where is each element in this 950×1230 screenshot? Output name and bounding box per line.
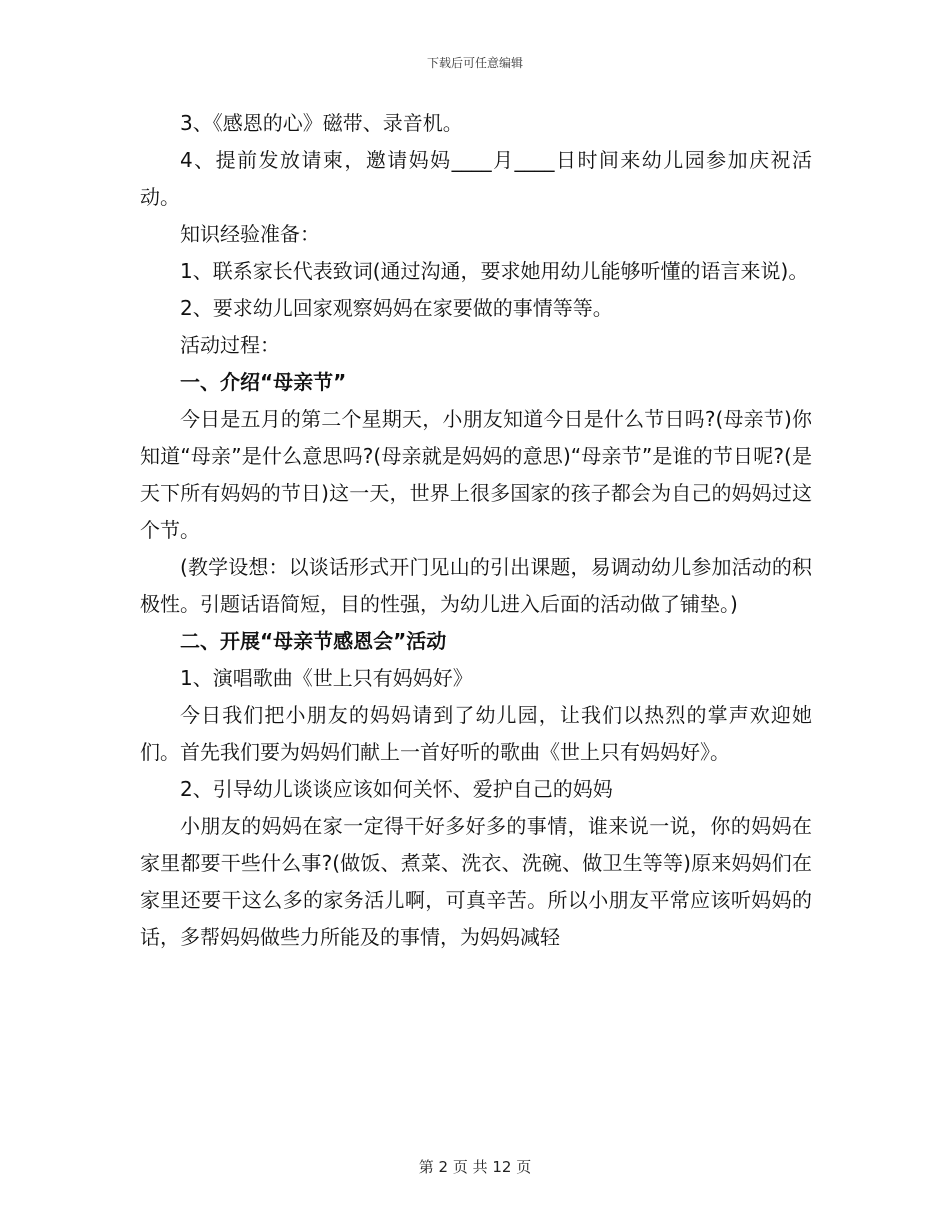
paragraph-process-heading: 活动过程： [180, 333, 280, 357]
paragraph-materials-3: 3、《感恩的心》磁带、录音机。 [180, 111, 463, 135]
paragraph-materials-4: 4、提前发放请柬，邀请妈妈____月____日时间来幼儿园参加庆祝活动。 [140, 148, 812, 209]
page-footer: 第 2 页 共 12 页 [418, 1158, 532, 1176]
paragraph-song: 今日我们把小朋友的妈妈请到了幼儿园，让我们以热烈的掌声欢迎她们。首先我们要为妈妈们献上一首好听的歌曲《世上只有妈妈好》。 [140, 703, 812, 764]
paragraph-knowledge-2: 2、要求幼儿回家观察妈妈在家要做的事情等等。 [180, 296, 613, 320]
paragraph-care-heading: 2、引导幼儿谈谈应该如何关怀、爱护自己的妈妈 [180, 777, 613, 801]
page-header: 下载后可任意编辑 [426, 56, 523, 70]
paragraph-knowledge-heading: 知识经验准备： [180, 222, 320, 246]
paragraph-knowledge-1: 1、联系家长代表致词(通过沟通，要求她用幼儿能够听懂的语言来说)。 [180, 259, 809, 283]
section-heading-1: 一、介绍“母亲节” [180, 370, 347, 394]
section-heading-2: 二、开展“母亲节感恩会”活动 [180, 629, 447, 653]
document-body [140, 105, 812, 956]
paragraph-design-note: (教学设想：以谈话形式开门见山的引出课题，易调动幼儿参加活动的积极性。引题话语简短，目的性强，为幼儿进入后面的活动做了铺垫。) [140, 555, 812, 616]
paragraph-intro: 今日是五月的第二个星期天，小朋友知道今日是什么节日吗?(母亲节)你知道“母亲”是什么意思吗?(母亲就是妈妈的意思)“母亲节”是谁的节日呢?(是天下所有妈妈的节日)这一天，世界上很多国家的孩子都会为自己的妈妈过这个节。 [140, 407, 812, 542]
paragraph-song-heading: 1、演唱歌曲《世上只有妈妈好》 [180, 666, 473, 690]
paragraph-care: 小朋友的妈妈在家一定得干好多好多的事情，谁来说一说，你的妈妈在家里都要干些什么事?(做饭、煮菜、洗衣、洗碗、做卫生等等)原来妈妈们在家里还要干这么多的家务活儿啊，可真辛苦。所以小朋友平常应该听妈妈的话，多帮妈妈做些力所能及的事情，为妈妈减轻 [140, 814, 812, 949]
